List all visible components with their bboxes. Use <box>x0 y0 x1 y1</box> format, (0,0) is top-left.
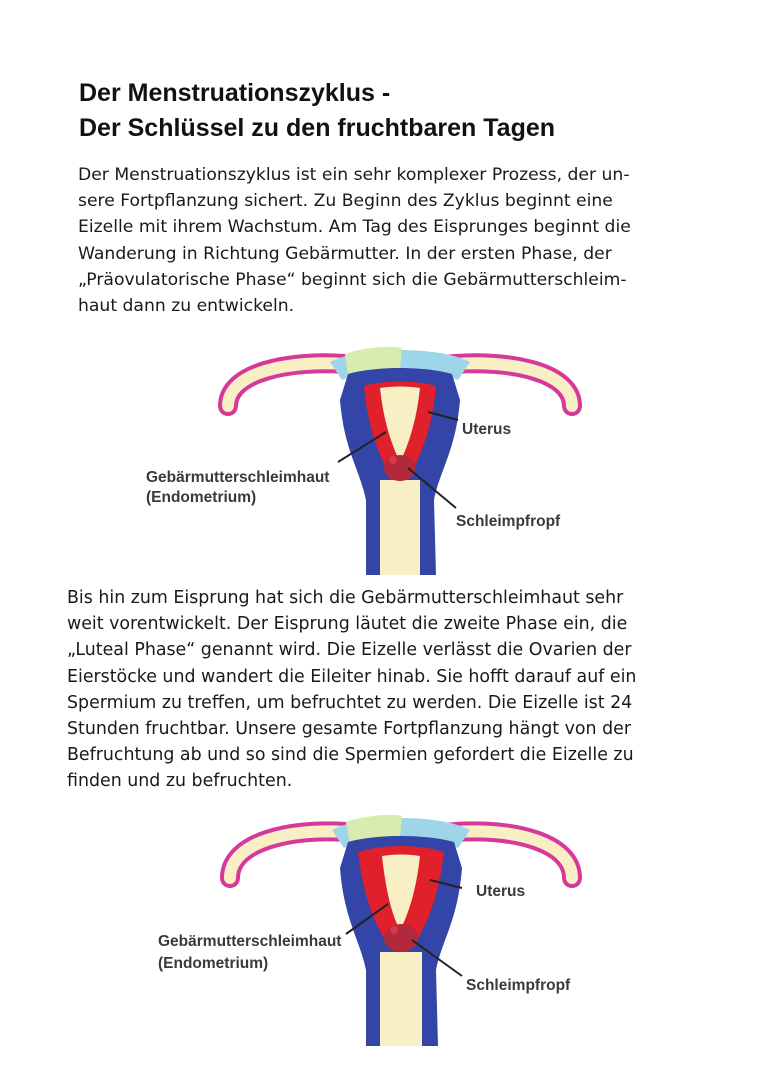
uterus-diagram-luteal <box>150 806 630 1046</box>
text-line: weit vorentwickelt. Der Eisprung läutet die zweite Phase ein, die <box>67 614 628 635</box>
text-line: Der Menstruationszyklus ist ein sehr komplexer Prozess, der un- <box>78 165 630 185</box>
text-line: Stunden fruchtbar. Unsere gesamte Fortpflanzung hängt von der <box>67 719 631 740</box>
page-title <box>79 76 719 146</box>
text-line: „Luteal Phase“ genannt wird. Die Eizelle verlässt die Ovarien der <box>67 640 632 661</box>
uterus-diagram-preovulatory <box>140 340 620 575</box>
text-line: haut dann zu entwickeln. <box>78 296 295 317</box>
label-mucus-plug: Schleimpfropf <box>456 513 561 530</box>
uterus-illustration <box>150 806 630 1046</box>
text-line: Eierstöcke und wandert die Eileiter hinab. Sie hofft darauf auf ein <box>67 666 637 687</box>
text-line: Befruchtung ab und so sind die Spermien gefordert die Eizelle zu <box>67 745 634 766</box>
text-line: Spermium zu treffen, um befruchtet zu werden. Die Eizelle ist 24 <box>67 692 633 713</box>
label-endometrium: Gebärmutterschleimhaut <box>158 933 342 950</box>
label-uterus: Uterus <box>462 421 512 438</box>
cervical-canal <box>380 952 422 1046</box>
label-endometrium-sub: (Endometrium) <box>158 955 269 972</box>
text-line: finden und zu befruchten. <box>67 771 293 792</box>
text-line: Eizelle mit ihrem Wachstum. Am Tag des Eisprunges beginnt die <box>78 217 631 238</box>
label-mucus-plug: Schleimpfropf <box>466 977 571 994</box>
text-line: Bis hin zum Eisprung hat sich die Gebärmutterschleimhaut sehr <box>67 588 624 608</box>
label-uterus: Uterus <box>476 883 526 900</box>
label-endometrium: Gebärmutterschleimhaut <box>146 469 330 486</box>
text-line: Wanderung in Richtung Gebärmutter. In der ersten Phase, der <box>78 243 612 264</box>
luteal-paragraph <box>67 585 636 795</box>
text-line: „Präovulatorische Phase“ beginnt sich die Gebärmutterschleim- <box>78 269 627 290</box>
uterus-illustration <box>140 340 620 575</box>
mucus-plug <box>384 455 416 481</box>
mucus-plug <box>384 924 418 952</box>
title-line-1: Der Menstruationszyklus - <box>79 79 391 107</box>
title-line-2: Der Schlüssel zu den fruchtbaren Tagen <box>79 114 556 142</box>
cervical-canal <box>380 480 420 575</box>
intro-paragraph <box>78 162 631 319</box>
label-endometrium-sub: (Endometrium) <box>146 489 257 506</box>
text-line: sere Fortpflanzung sichert. Zu Beginn des Zyklus beginnt eine <box>78 191 613 212</box>
